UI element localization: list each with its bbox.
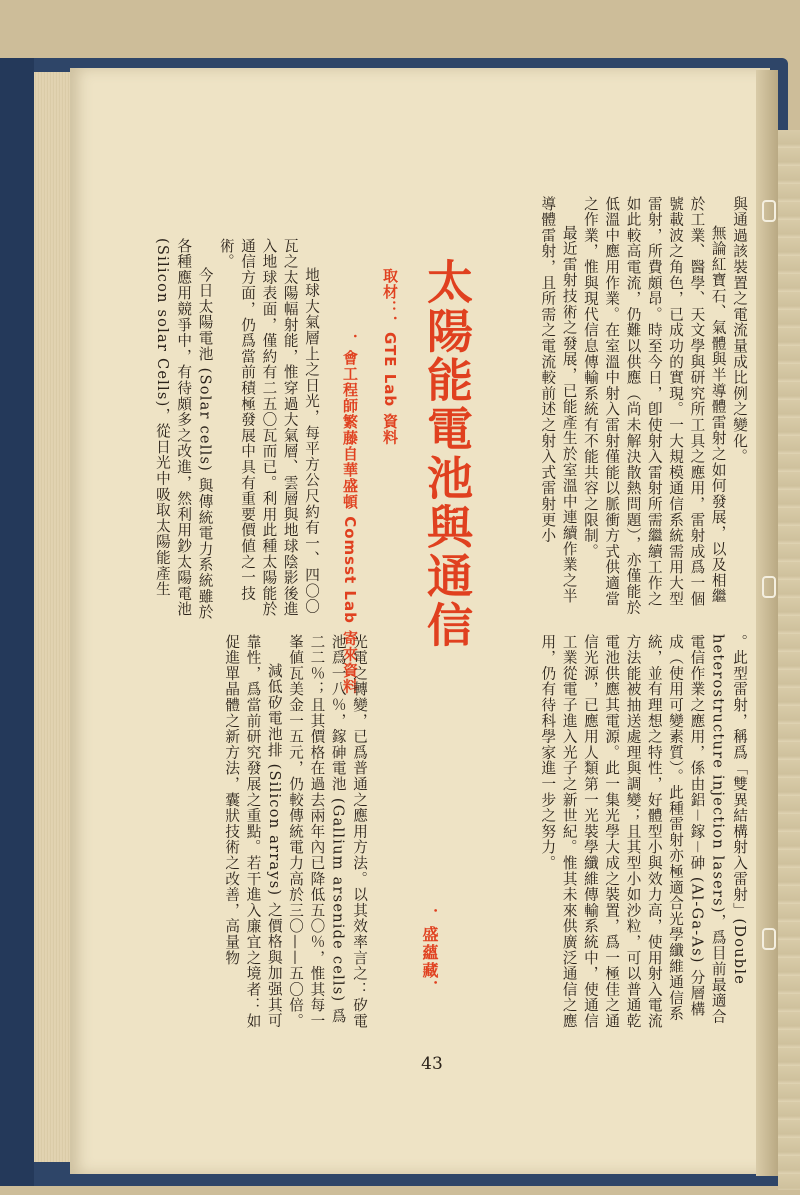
binding-stitch — [762, 576, 776, 598]
page-number: 43 — [421, 1054, 443, 1074]
source-credit: 取材：．GTE Lab 資料 — [381, 268, 399, 446]
body-text-bottom-left — [126, 634, 370, 1038]
body-text-top-right — [486, 196, 750, 616]
paragraph: 無論紅寶石、氣體與半導體雷射之如何發展，以及相繼於工業、醫學、天文學與研究所工具之應用，雷射成爲一個號載波之角色，已成功的實現。一大規模通信系統需用大型雷射，所費頗昂。時至今日，卽使射入雷射所需繼續工作之如此較高電流，仍難以供應（尚未解決散熱問題），亦僅能於低溫中應用作業。在室溫中射入雷射僅能以脈衝方式供適當之作業，惟與現代信息傳輸系統有不能共容之限制。 — [581, 196, 727, 616]
paragraph: 最近雷射技術之發展，已能產生於室溫中連續作業之半導體雷射，且所需之電流較前述之射入式雷射更小 — [539, 196, 578, 605]
binding-stitch — [762, 200, 776, 222]
paragraph: 地球大氣層上之日光，每平方公尺約有一、四〇〇瓦之太陽幅射能，惟穿過大氣層、雲層與地球陰影後進入地球表面，僅約有二五〇瓦而已。利用此種太陽能於通信方面，仍爲當前積極發展中具有重要價値之一技術。 — [217, 238, 320, 618]
adjacent-page-edge — [778, 130, 800, 1190]
source-credit: ．會工程師繁藤自華盛頓 Comsst Lab 寄來資料 — [341, 334, 359, 695]
paragraph: 減低矽電池排 (Silicon arrays) 之價格與加强其可靠性，爲當前研究發展之重點。若干進入廉宜之境者：如促進單晶體之新方法，囊狀技術之改善，高量物 — [223, 634, 283, 1029]
article-title: 太陽能電池與通信 — [420, 258, 474, 650]
paragraph: 今日太陽電池 (Solar cells) 與傳統電力系統雖於各種應用競爭中，有待頗多之改進，然利用鈔太陽電池 (Silicon solar Cells)，從日光中吸取太陽能產生 — [153, 238, 214, 621]
body-text-top-left — [126, 238, 322, 624]
paragraph: 與通過該裝置之電流量成比例之變化。 — [731, 196, 748, 465]
book-spine-edge — [0, 58, 34, 1186]
page-binding-gutter — [756, 70, 778, 1176]
paragraph: 光電之轉變，已爲普通之應用方法。以其效率言之：矽電池爲一八％，鎵砷電池 (Gallium arsenide cells) 爲二二％；且其價格在過去兩年內已降低五〇％，惟其每一峯値瓦美金一五元，仍較傳統電力高於三〇——五〇倍。 — [287, 634, 368, 1029]
paragraph: 。此型雷射，稱爲「雙異結構射入雷射」(Double heterostructure injection lasers)，爲目前最適合電信作業之應用，係由鋁－鎵－砷 (Al-Ga-As) 分層構成（使用可變素質）。此種雷射亦極適合光學纖維通信系統，並有理想之特性，好體型小與效力高，使用射入電流方法能被抽送處理與調變；且其型小如沙粒，可以普通乾電池供應其電源。此一集光學大成之裝置，爲一極佳之通信光源，已應用人類第一光裝學纖維傳輸系統中，使通信工業從電子進入光子之新世紀。惟其未來供廣泛通信之應用，仍有待科學家進一步之努力。 — [539, 634, 748, 1029]
body-text-bottom-right — [506, 634, 750, 1030]
binding-stitch — [762, 928, 776, 950]
author-name: ．盛蘊藏． — [420, 908, 439, 998]
